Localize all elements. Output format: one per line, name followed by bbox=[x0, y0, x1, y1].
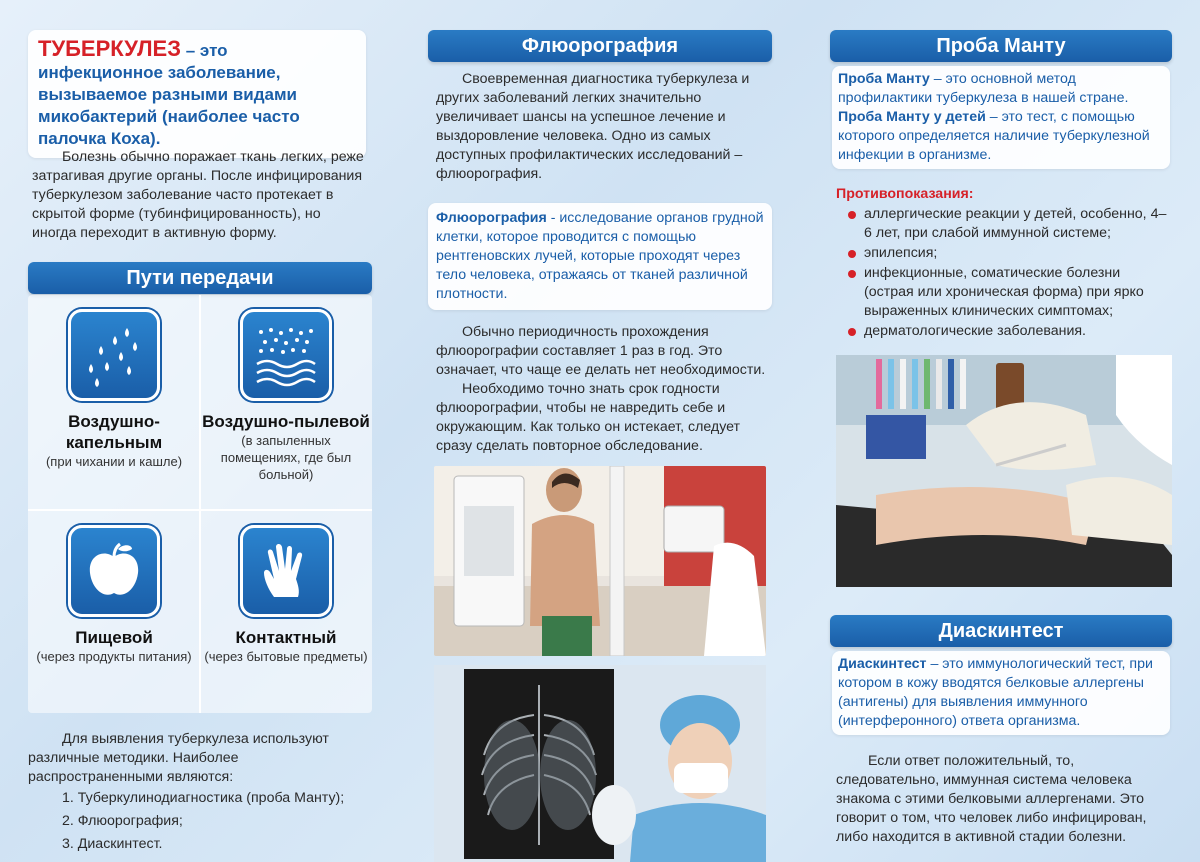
diaskintest-definition-box bbox=[832, 651, 1170, 735]
route-subtitle: (через продукты питания) bbox=[36, 649, 192, 664]
contraindications-title: Противопоказания: bbox=[836, 186, 974, 202]
intro-text: – это инфекционное заболевание, вызываемое разными видами микобактерий (наиболее часто палочка Коха). bbox=[38, 41, 300, 148]
definition-text: - исследование органов грудной клетки, которое проводится с помощью рентгеновских лучей, которые проходят через тело человека, отражаясь от тканей различной плотности. bbox=[436, 210, 764, 302]
list-item: 1. Туберкулинодиагностика (проба Манту); bbox=[62, 790, 345, 806]
definition-text: – это иммунологический тест, при котором в кожу вводятся белковые аллергены (антигены) для выявления иммунного (интерферонного) ответа организма. bbox=[838, 656, 1153, 729]
list-item: инфекционные, соматические болезни (острая или хроническая форма) при ярко выраженных клинических симптомах; bbox=[836, 264, 1172, 321]
diaskintest-banner: Диаскинтест bbox=[830, 615, 1172, 647]
column-tuberculosis bbox=[28, 0, 372, 862]
methods-intro: Для выявления туберкулеза используют различные методики. Наиболее распространенными являются: bbox=[28, 731, 329, 785]
validity-paragraph: Необходимо точно знать срок годности флюорографии, чтобы не навредить себе и окружающим. Как только он истекает, следует сразу сделать повторное обследование. bbox=[436, 381, 741, 454]
hand-icon bbox=[240, 525, 332, 617]
apple-icon bbox=[68, 525, 160, 617]
mantoux-banner: Проба Манту bbox=[830, 30, 1172, 62]
transmission-grid bbox=[28, 295, 372, 713]
route-title: Воздушно-капельным bbox=[65, 412, 163, 452]
fluorography-definition bbox=[436, 209, 764, 304]
methods-list bbox=[62, 787, 372, 856]
grid-divider-horizontal bbox=[28, 509, 372, 511]
definition-term: Диаскинтест bbox=[838, 656, 927, 672]
grid-divider-vertical bbox=[199, 295, 201, 713]
definition-text: – это тест, с помощью которого определяется наличие туберкулезной инфекции в организме. bbox=[838, 109, 1150, 163]
contraindications bbox=[836, 185, 1172, 342]
definition-term: Флюорография bbox=[436, 210, 547, 226]
droplets-icon bbox=[68, 309, 160, 401]
route-dust bbox=[200, 295, 372, 504]
disease-description: Болезнь обычно поражает ткань легких, реже затрагивая другие органы. После инфицирования туберкулезом заболевание часто протекает в скрытой форме (тубинфицированность), но иногда переходит в активную форму. bbox=[32, 149, 364, 241]
list-item: 2. Флюорография; bbox=[62, 813, 183, 829]
definition-text: – это основной метод профилактики туберкулеза в нашей стране. bbox=[838, 71, 1129, 106]
fluorography-intro: Своевременная диагностика туберкулеза и других заболеваний легких значительно увеличивает шансы на успешное лечение и выздоровление человека. Одно из самых доступных профилактических исследований – флюорография. bbox=[436, 71, 750, 182]
route-contact bbox=[200, 511, 372, 720]
column-mantoux bbox=[830, 0, 1172, 862]
route-subtitle: (в запыленных помещениях, где был больной) bbox=[220, 433, 352, 482]
fluorography-definition-box bbox=[428, 203, 772, 310]
route-subtitle: (при чихании и кашле) bbox=[45, 454, 183, 469]
mantoux-definition-box bbox=[832, 66, 1170, 169]
list-item: 3. Диаскинтест. bbox=[62, 836, 163, 852]
mantoux-definition-1 bbox=[838, 70, 1164, 108]
methods-section bbox=[28, 730, 372, 856]
contraindications-list bbox=[836, 205, 1172, 341]
intro-title: ТУБЕРКУЛЕЗ bbox=[38, 36, 181, 61]
intro-box bbox=[28, 30, 366, 158]
xray-machine-photo bbox=[434, 466, 766, 656]
frequency-paragraph: Обычно периодичность прохождения флюорографии составляет 1 раз в год. Это означает, что чаще ее делать нет необходимости. bbox=[436, 324, 766, 378]
column-fluorography bbox=[428, 0, 772, 862]
route-title: Контактный bbox=[235, 628, 337, 647]
mantoux-injection-photo bbox=[836, 355, 1172, 587]
intro-paragraph bbox=[38, 38, 356, 150]
route-subtitle: (через бытовые предметы) bbox=[204, 649, 368, 664]
diaskintest-result: Если ответ положительный, то, следовательно, иммунная система человека знакома с этими белковыми аллергенами. Это говорит о том, что человек либо инфицирован, либо находится в активной стадии болезни. bbox=[836, 753, 1147, 845]
definition-term: Проба Манту bbox=[838, 71, 930, 87]
route-food bbox=[28, 511, 200, 720]
definition-term: Проба Манту у детей bbox=[838, 109, 986, 125]
fluorography-frequency bbox=[436, 323, 770, 456]
route-airborne bbox=[28, 295, 200, 504]
diaskintest-definition bbox=[838, 655, 1164, 731]
transmission-banner: Пути передачи bbox=[28, 262, 372, 294]
mantoux-definition-2 bbox=[838, 108, 1164, 165]
list-item: аллергические реакции у детей, особенно, 4–6 лет, при слабой иммунной системе; bbox=[836, 205, 1172, 243]
list-item: дерматологические заболевания. bbox=[836, 322, 1172, 341]
fluorography-banner: Флюорография bbox=[428, 30, 772, 62]
route-title: Воздушно-пылевой bbox=[202, 412, 370, 431]
doctor-xray-photo bbox=[434, 665, 766, 862]
list-item: эпилепсия; bbox=[836, 244, 1172, 263]
dust-wind-icon bbox=[240, 309, 332, 401]
route-title: Пищевой bbox=[75, 628, 153, 647]
